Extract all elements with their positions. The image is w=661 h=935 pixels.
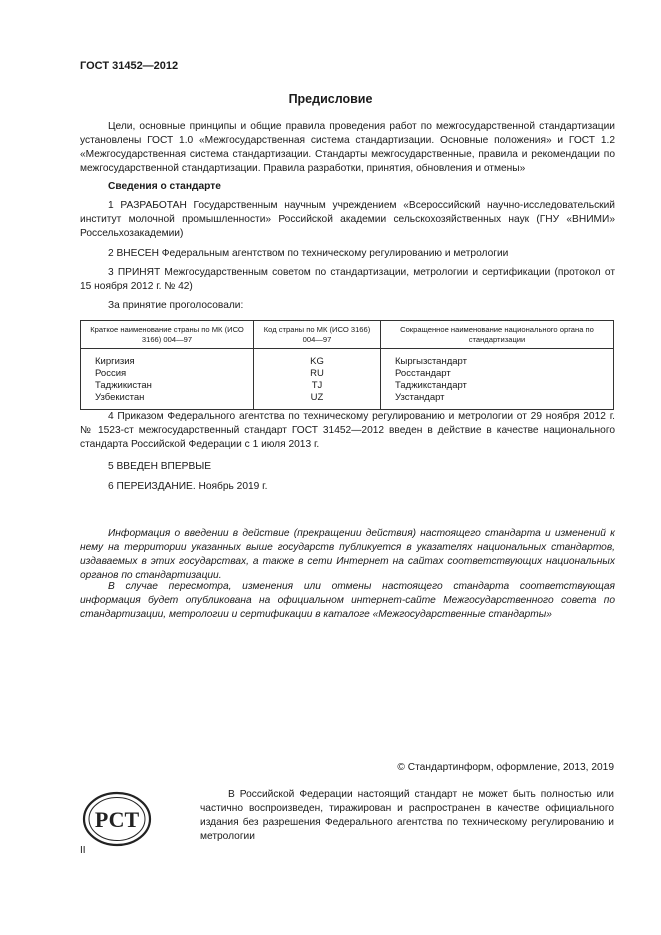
notice-introduction: Информация о введении в действие (прекращении действия) настоящего стандарта и изменений к нему на территории указанных выше государств публикуется в указателях национальных стандартов, издаваемых в этих государствах, а также в сети Интернет на сайтах соответствующих национальных органов по стандартизации. (80, 528, 615, 581)
countries-cell: Киргизия Россия Таджикистан Узбекистан (81, 349, 254, 410)
codes-cell: KG RU TJ UZ (254, 349, 381, 410)
item-6: 6 ПЕРЕИЗДАНИЕ. Ноябрь 2019 г. (108, 481, 268, 492)
pct-certification-mark-icon (82, 790, 152, 848)
page-title: Предисловие (288, 92, 373, 106)
item-5: 5 ВВЕДЕН ВПЕРВЫЕ (108, 461, 212, 472)
item-1: 1 РАЗРАБОТАН Государственным научным учреждением «Всероссийский научно-исследовательский институт молочной промышленности» Российской академии сельскохозяйственных наук (ГНУ «ВНИМИ» Россельхозакадемии) (80, 200, 615, 239)
voted-label: За принятие проголосовали: (108, 300, 244, 311)
item-2: 2 ВНЕСЕН Федеральным агентством по техническому регулированию и метрологии (108, 248, 509, 259)
standard-header: ГОСТ 31452—2012 (80, 60, 179, 72)
rf-copyright-notice: В Российской Федерации настоящий стандарт не может быть полностью или частично воспроизведен, тиражирован и распространен в качестве официального издания без разрешения Федерального агентства по техническому регулированию и метрологии (200, 789, 614, 842)
copyright-line: © Стандартинформ, оформление, 2013, 2019 (397, 762, 614, 773)
info-heading: Сведения о стандарте (108, 181, 221, 192)
col-header-code: Код страны по МК (ИСО 3166) 004—97 (254, 321, 381, 349)
table-row (81, 349, 614, 410)
item-3: 3 ПРИНЯТ Межгосударственным советом по стандартизации, метрологии и сертификации (протокол от 15 ноября 2012 г. № 42) (80, 267, 615, 292)
intro-paragraph: Цели, основные принципы и общие правила проведения работ по межгосударственной стандартизации установлены ГОСТ 1.0 «Межгосударственная система стандартизации. Основные положения» и ГОСТ 1.2 «Межгосударственная система стандартизации. Стандарты межгосударственные, правила и рекомендации по межгосударственной стандартизации. Правила разработки, принятия, обновления и отмены» (80, 121, 615, 174)
col-header-body: Сокращенное наименование национального органа по стандартизации (381, 321, 614, 349)
item-4: 4 Приказом Федерального агентства по техническому регулированию и метрологии от 29 ноября 2012 г. № 1523-ст межгосударственный стандарт ГОСТ 31452—2012 введен в действие в качестве национального стандарта Российской Федерации с 1 июля 2013 г. (80, 411, 615, 450)
page-number: II (80, 845, 86, 856)
bodies-cell: Кыргызстандарт Росстандарт Таджикстандарт Узстандарт (381, 349, 614, 410)
voting-table (80, 320, 614, 410)
logo-text: РСТ (94, 807, 140, 832)
col-header-country: Краткое наименование страны по МК (ИСО 3166) 004—97 (81, 321, 254, 349)
notice-revision: В случае пересмотра, изменения или отмены настоящего стандарта соответствующая информация будет опубликована на официальном интернет-сайте Межгосударственного совета по стандартизации, метрологии и сертификации в каталоге «Межгосударственные стандарты» (80, 581, 615, 620)
